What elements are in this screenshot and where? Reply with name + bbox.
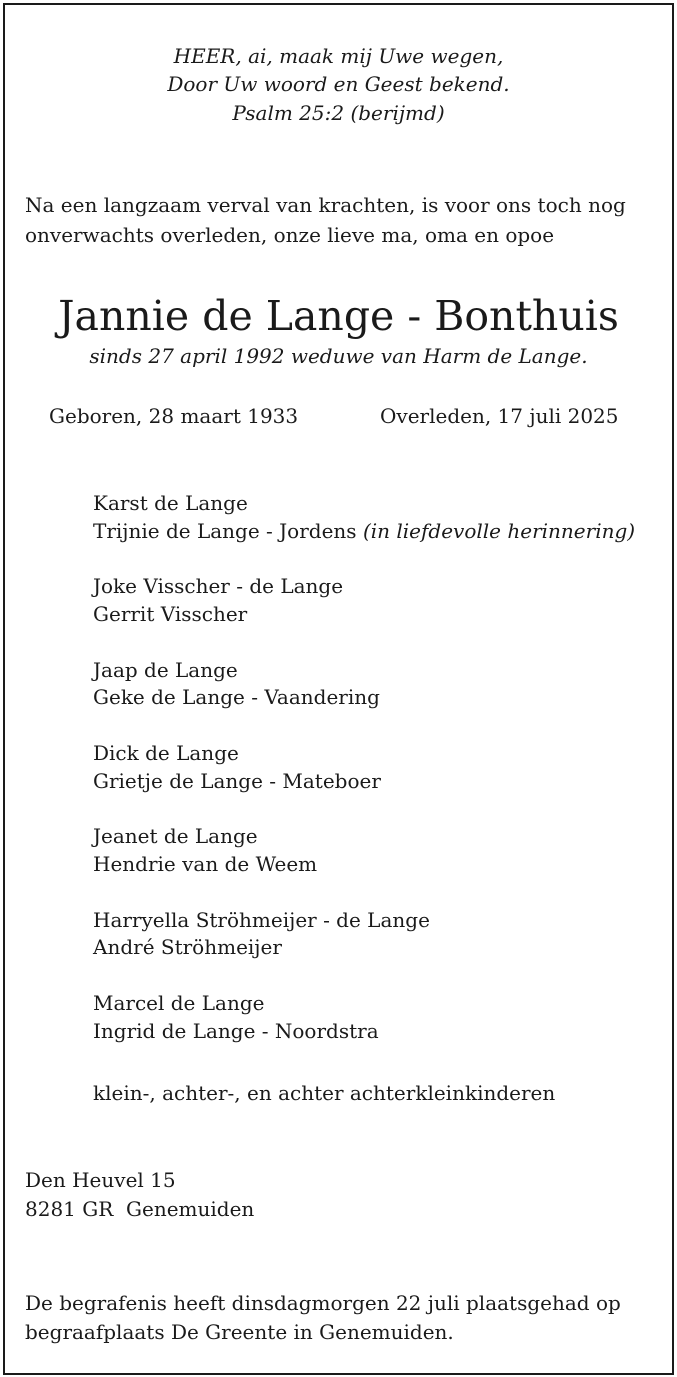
family-member: Jaap de Lange: [93, 658, 238, 682]
family-member: Trijnie de Lange - Jordens: [93, 519, 357, 543]
deceased-name: Jannie de Lange - Bonthuis: [58, 292, 619, 340]
intro-line-1: Na een langzaam verval van krachten, is voor ons toch nog: [25, 193, 626, 217]
intro-line-2: onverwachts overleden, onze lieve ma, oma en opoe: [25, 223, 555, 247]
funeral-line-1: De begrafenis heeft dinsdagmorgen 22 juli plaatsgehad op: [25, 1291, 621, 1315]
family-member: Harryella Ströhmeijer - de Lange: [93, 908, 430, 932]
family-member: Geke de Lange - Vaandering: [93, 685, 380, 709]
family-member: André Ströhmeijer: [93, 935, 282, 959]
family-member: Gerrit Visscher: [93, 602, 248, 626]
funeral-line-2: begraafplaats De Greente in Genemuiden.: [25, 1320, 454, 1344]
obituary-card: [3, 3, 674, 1375]
verse-line-2: Door Uw woord en Geest bekend.: [167, 72, 510, 96]
verse-line-1: HEER, ai, maak mij Uwe wegen,: [173, 44, 504, 68]
death-date: Overleden, 17 juli 2025: [380, 404, 619, 428]
address-city: 8281 GR Genemuiden: [25, 1197, 255, 1221]
grandchildren-line: klein-, achter-, en achter achterkleinkinderen: [93, 1081, 556, 1105]
family-member: Grietje de Lange - Mateboer: [93, 769, 381, 793]
family-member: Jeanet de Lange: [93, 824, 258, 848]
remembrance-note: (in liefdevolle herinnering): [362, 519, 636, 543]
birth-date: Geboren, 28 maart 1933: [49, 404, 299, 428]
family-member: Hendrie van de Weem: [93, 852, 318, 876]
family-member: Marcel de Lange: [93, 991, 265, 1015]
deceased-subtitle: sinds 27 april 1992 weduwe van Harm de Lange.: [89, 344, 588, 368]
family-member-with-note: [93, 517, 635, 545]
family-member: Joke Visscher - de Lange: [93, 574, 344, 598]
verse-reference: Psalm 25:2 (berijmd): [232, 101, 445, 125]
family-member: Dick de Lange: [93, 741, 239, 765]
family-member: Karst de Lange: [93, 491, 248, 515]
family-member: Ingrid de Lange - Noordstra: [93, 1019, 379, 1043]
address-street: Den Heuvel 15: [25, 1168, 176, 1192]
